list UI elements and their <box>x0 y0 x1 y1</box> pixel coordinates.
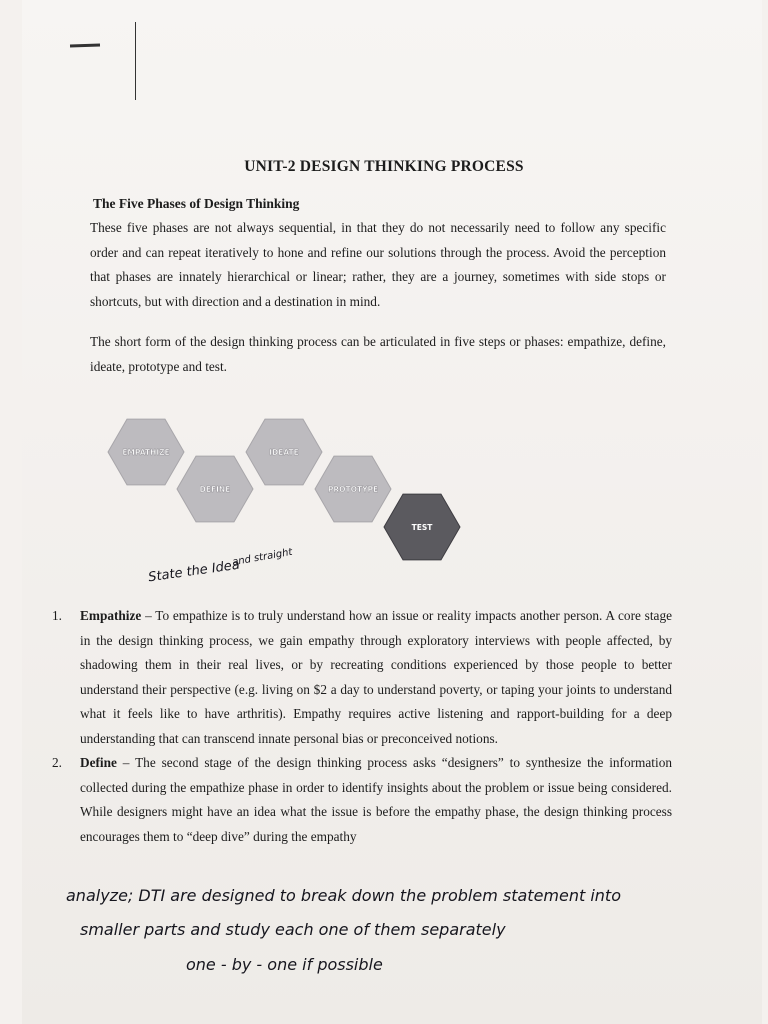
list-separator: – <box>141 608 156 623</box>
section-heading: The Five Phases of Design Thinking <box>93 196 300 211</box>
phase-label-prototype: PROTOTYPE <box>327 485 379 494</box>
list-number: 1. <box>52 608 62 623</box>
intro-paragraph: These five phases are not always sequential, in that they do not necessarily need to follow any specific order and can repeat iteratively to hone and refine our solutions through the process. Avoid the perception that phases are innately hierarchical or linear; rather, they are a journey, sometimes with side stops or shortcuts, but with direction and a destination in mind. <box>90 220 666 309</box>
handwritten-note: State the Idea <box>147 557 241 586</box>
phase-label-define: DEFINE <box>199 485 231 494</box>
margin-line <box>135 22 136 100</box>
pen-mark <box>70 43 100 47</box>
list-text: The second stage of the design thinking process asks “designers” to synthesize the information collected during the empathize phase in order to identify insights about the problem or issue being considered. While designers might have an idea what the issue is before the empathy phase, the design thinking process encourages them to “deep dive” during the empathy <box>80 755 672 844</box>
list-term: Define <box>80 755 117 770</box>
handwritten-note: smaller parts and study each one of them separately <box>80 920 506 939</box>
list-separator: – <box>116 755 136 770</box>
list-number: 2. <box>52 755 62 770</box>
handwritten-note: one - by - one if possible <box>186 955 383 974</box>
phase-list <box>52 604 672 849</box>
page-title: UNIT-2 DESIGN THINKING PROCESS <box>244 158 524 175</box>
list-term: Empathize <box>80 608 142 623</box>
phase-label-empathize: EMPATHIZE <box>122 448 170 457</box>
list-text: To empathize is to truly understand how an issue or reality impacts another person. A core stage in the design thinking process, we gain empathy through exploratory interviews with people affected, by shadowing them in their real lives, or by recreating conditions experienced by those people to better understand their perspective (e.g. living on $2 a day to understand poverty, or taping your joints to understand what it feels like to have arthritis). Empathy requires active listening and rapport-building for a deep understanding that can transcend innate personal bias or preconceived notions. <box>80 608 672 746</box>
phase-label-test: TEST <box>411 523 433 532</box>
list-item <box>52 604 672 751</box>
handwritten-note-sup: and straight <box>231 546 294 569</box>
summary-paragraph: The short form of the design thinking process can be articulated in five steps or phases: empathize, define, ideate, prototype and test. <box>90 334 666 374</box>
phase-label-ideate: IDEATE <box>269 448 299 457</box>
list-item <box>52 751 672 849</box>
handwritten-note: analyze; DTI are designed to break down the problem statement into <box>66 886 621 905</box>
